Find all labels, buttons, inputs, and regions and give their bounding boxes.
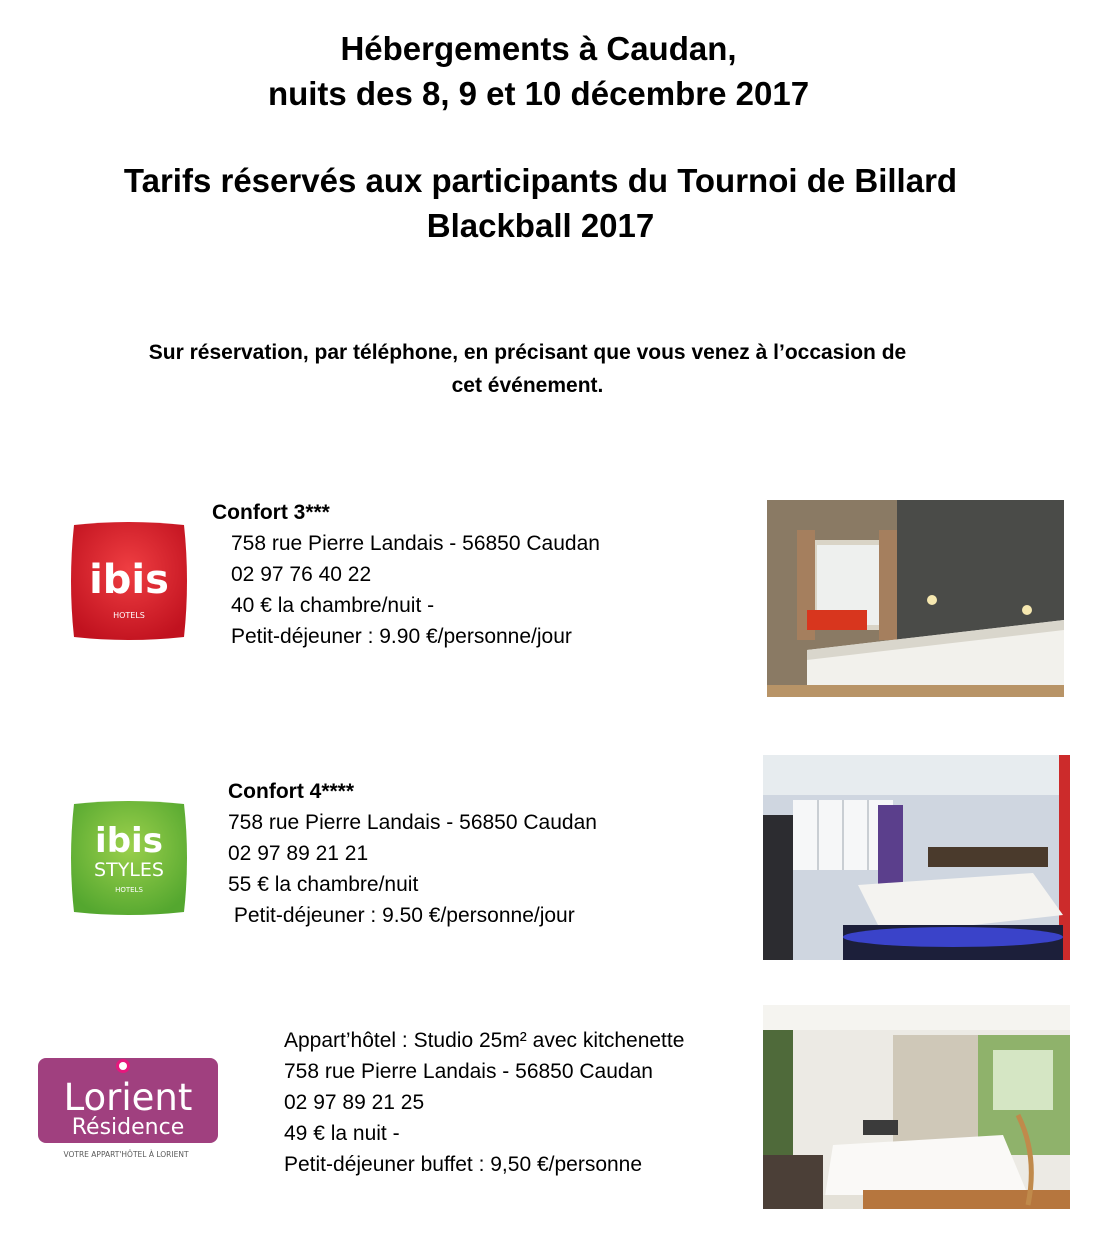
hotel-3-price: 49 € la nuit - — [284, 1122, 400, 1145]
hotel-1-address: 758 rue Pierre Landais - 56850 Caudan — [231, 532, 600, 555]
hotel-1-category: Confort 3*** — [212, 501, 330, 524]
intro-line-2: cet événement. — [451, 374, 604, 397]
hotel-3-address: 758 rue Pierre Landais - 56850 Caudan — [284, 1060, 653, 1083]
hotel-3-info — [284, 1025, 684, 1180]
ibis-styles-logo-sub: HOTELS — [115, 886, 143, 894]
intro-line-1: Sur réservation, par téléphone, en précisant que vous venez à l’occasion de — [148, 341, 907, 364]
lorient-logo-text: Lorient — [63, 1076, 193, 1119]
hotel-2-breakfast: Petit-déjeuner : 9.50 €/personne/jour — [228, 904, 575, 927]
hotel-1-phone: 02 97 76 40 22 — [231, 563, 372, 586]
hotel-3-phone: 02 97 89 21 25 — [284, 1091, 425, 1114]
hotel-2-address: 758 rue Pierre Landais - 56850 Caudan — [228, 811, 597, 834]
subtitle-line-1: Tarifs réservés aux participants du Tournoi de Billard — [123, 162, 958, 199]
ibis-styles-logo — [70, 800, 188, 916]
hotel-2-phone: 02 97 89 21 21 — [228, 842, 369, 865]
hotel-2-category: Confort 4**** — [228, 780, 355, 803]
subtitle-line-2: Blackball 2017 — [426, 207, 655, 244]
hotel-3-category: Appart’hôtel : Studio 25m² avec kitchenette — [284, 1029, 685, 1052]
title-line-1: Hébergements à Caudan, — [340, 30, 737, 67]
ibis-logo-text: ibis — [89, 557, 169, 603]
ibis-logo — [70, 521, 188, 641]
hotel-3-room-photo — [763, 1005, 1070, 1209]
hotel-2-price: 55 € la chambre/nuit — [228, 873, 419, 896]
ibis-logo-sub: HOTELS — [113, 611, 145, 620]
ibis-styles-logo-text: ibis — [95, 821, 163, 861]
hotel-1-price: 40 € la chambre/nuit - — [231, 594, 435, 617]
hotel-1-info — [212, 497, 600, 652]
lorient-logo-text2: Résidence — [71, 1115, 185, 1140]
hotel-1-room-photo — [767, 500, 1064, 697]
hotel-2-info — [228, 776, 597, 931]
hotel-3-breakfast: Petit-déjeuner buffet : 9,50 €/personne — [284, 1153, 643, 1176]
hotel-1-breakfast: Petit-déjeuner : 9.90 €/personne/jour — [231, 625, 572, 648]
lorient-residence-logo — [38, 1055, 220, 1163]
title-line-2: nuits des 8, 9 et 10 décembre 2017 — [267, 75, 810, 112]
hotel-2-room-photo — [763, 755, 1070, 960]
ibis-styles-logo-text2: STYLES — [94, 859, 164, 881]
lorient-logo-tagline: VOTRE APPART'HÔTEL À LORIENT — [63, 1150, 189, 1159]
